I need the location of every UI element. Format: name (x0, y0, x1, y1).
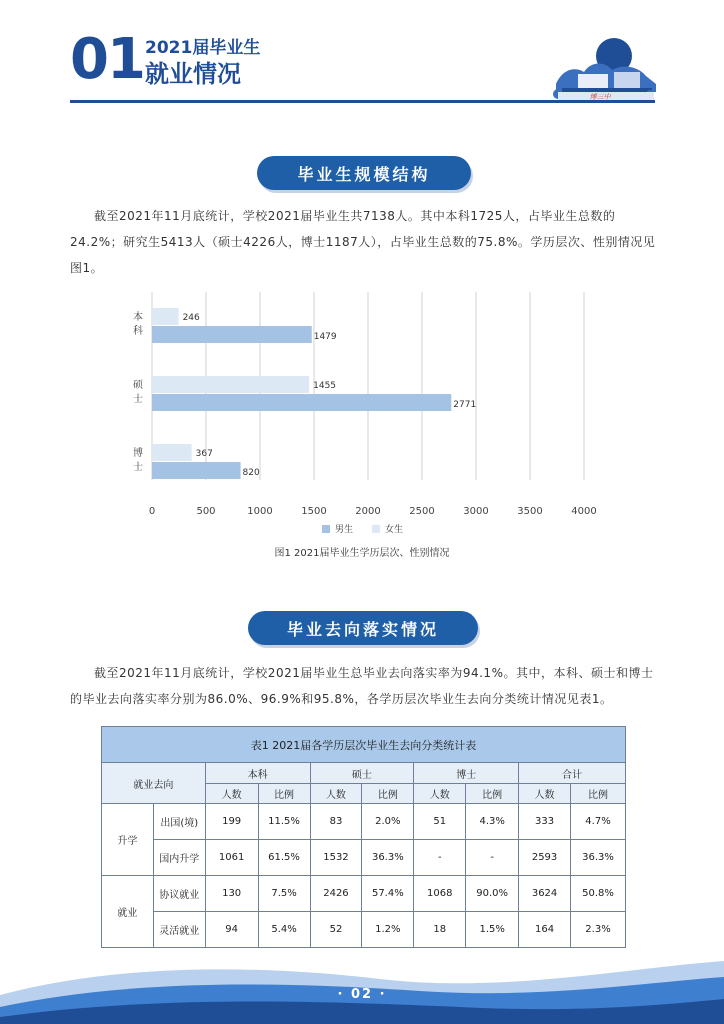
table-cell: 1532 (310, 840, 362, 876)
table-cell: 1.2% (362, 912, 414, 948)
row-label: 出国(境) (153, 804, 205, 840)
table-cell: 51 (414, 804, 466, 840)
table-row (102, 840, 626, 876)
category-label: 科 (133, 326, 143, 337)
category-label: 本 (133, 312, 143, 323)
legend-label: 女生 (385, 525, 404, 535)
data-label: 820 (242, 468, 260, 478)
table-row (102, 912, 626, 948)
bar-male (152, 326, 312, 343)
subheader: 人数 (205, 784, 258, 804)
data-label: 246 (182, 313, 200, 323)
bar-female (152, 308, 179, 325)
table-cell: 333 (519, 804, 571, 840)
row-label: 协议就业 (153, 876, 205, 912)
bar-female (152, 376, 309, 393)
education-gender-chart (120, 290, 600, 560)
row-label: 灵活就业 (153, 912, 205, 948)
subheader: 比例 (571, 784, 626, 804)
table-cell: 2.3% (571, 912, 626, 948)
chart-caption: 图1 2021届毕业生学历层次、性别情况 (274, 548, 450, 559)
table-cell: 4.3% (466, 804, 519, 840)
legend-label: 男生 (335, 525, 354, 535)
table-cell: 7.5% (258, 876, 310, 912)
legend-swatch-female (372, 525, 380, 533)
bar-male (152, 462, 241, 479)
table-cell: 2.0% (362, 804, 414, 840)
table-cell: 11.5% (258, 804, 310, 840)
destination-text: 截至2021年11月底统计，学校2021届毕业生总毕业去向落实率为94.1%。其中，本科、硕士和博士的毕业去向落实率分别为86.0%、96.9%和95.8%，各学历层次毕业生去向分类统计情况见表1。 (70, 666, 654, 706)
table-cell: 1.5% (466, 912, 519, 948)
x-tick-label: 3000 (463, 506, 489, 517)
table-cell: 90.0% (466, 876, 519, 912)
group-header: 博士 (414, 763, 519, 784)
table-row (102, 804, 626, 840)
subheader: 比例 (466, 784, 519, 804)
data-label: 1479 (313, 332, 337, 342)
legend-swatch-male (322, 525, 330, 533)
table-cell: 5.4% (258, 912, 310, 948)
table-cell: 18 (414, 912, 466, 948)
destination-paragraph (70, 660, 660, 712)
x-tick-label: 2500 (409, 506, 435, 517)
x-tick-label: 4000 (571, 506, 597, 517)
bar-male (152, 394, 451, 411)
seal-text: 博三中 (589, 93, 611, 101)
x-tick-label: 3500 (517, 506, 543, 517)
intro-paragraph (70, 203, 660, 281)
data-label: 1455 (313, 381, 337, 391)
x-tick-label: 1000 (247, 506, 273, 517)
table-corner-header: 就业去向 (102, 763, 206, 804)
intro-text: 截至2021年11月底统计，学校2021届毕业生共7138人。其中本科1725人，占毕业生总数的24.2%；研究生5413人（硕士4226人，博士1187人），占毕业生总数的75.8%。学历层次、性别情况见图1。 (70, 209, 656, 275)
table-cell: 4.7% (571, 804, 626, 840)
group-header: 合计 (519, 763, 626, 784)
row-label: 国内升学 (153, 840, 205, 876)
category-label: 博 (133, 448, 143, 459)
section-title: 就业情况 (145, 60, 241, 88)
section-number: 01 (70, 27, 144, 92)
table-cell: 94 (205, 912, 258, 948)
table-cell: 61.5% (258, 840, 310, 876)
category-label: 硕 (133, 380, 143, 391)
table-cell: 2593 (519, 840, 571, 876)
table-cell: 52 (310, 912, 362, 948)
section-heading-scale: 毕业生规模结构 (257, 156, 471, 190)
subheader: 人数 (414, 784, 466, 804)
table-cell: 130 (205, 876, 258, 912)
category-label: 士 (133, 394, 143, 405)
data-label: 2771 (453, 400, 477, 410)
subheader: 人数 (519, 784, 571, 804)
subheader: 比例 (258, 784, 310, 804)
table-cell: 3624 (519, 876, 571, 912)
year-label: 2021届毕业生 (145, 38, 261, 58)
subheader: 比例 (362, 784, 414, 804)
group-header: 本科 (205, 763, 310, 784)
group-header: 硕士 (310, 763, 414, 784)
bar-female (152, 444, 192, 461)
table-cell: 36.3% (362, 840, 414, 876)
x-tick-label: 500 (196, 506, 216, 517)
data-label: 367 (195, 449, 213, 459)
subheader: 人数 (310, 784, 362, 804)
table-row (102, 876, 626, 912)
table-cell: 2426 (310, 876, 362, 912)
table-cell: 57.4% (362, 876, 414, 912)
page-number: · 02 · (337, 987, 387, 1002)
x-tick-label: 2000 (355, 506, 381, 517)
category-cell: 就业 (102, 876, 154, 948)
category-cell: 升学 (102, 804, 154, 876)
x-tick-label: 0 (148, 506, 156, 517)
table-cell: 199 (205, 804, 258, 840)
section-heading-destination: 毕业去向落实情况 (248, 611, 478, 645)
table-title: 表1 2021届各学历层次毕业生去向分类统计表 (102, 727, 626, 763)
campus-illustration (548, 36, 660, 102)
table-cell: 1068 (414, 876, 466, 912)
table-cell: 50.8% (571, 876, 626, 912)
table-cell: 36.3% (571, 840, 626, 876)
table-cell: 1061 (205, 840, 258, 876)
table-cell: - (414, 840, 466, 876)
destination-table (101, 726, 626, 948)
category-label: 士 (133, 462, 143, 473)
x-tick-label: 1500 (301, 506, 327, 517)
table-cell: 83 (310, 804, 362, 840)
table-cell: 164 (519, 912, 571, 948)
table-cell: - (466, 840, 519, 876)
